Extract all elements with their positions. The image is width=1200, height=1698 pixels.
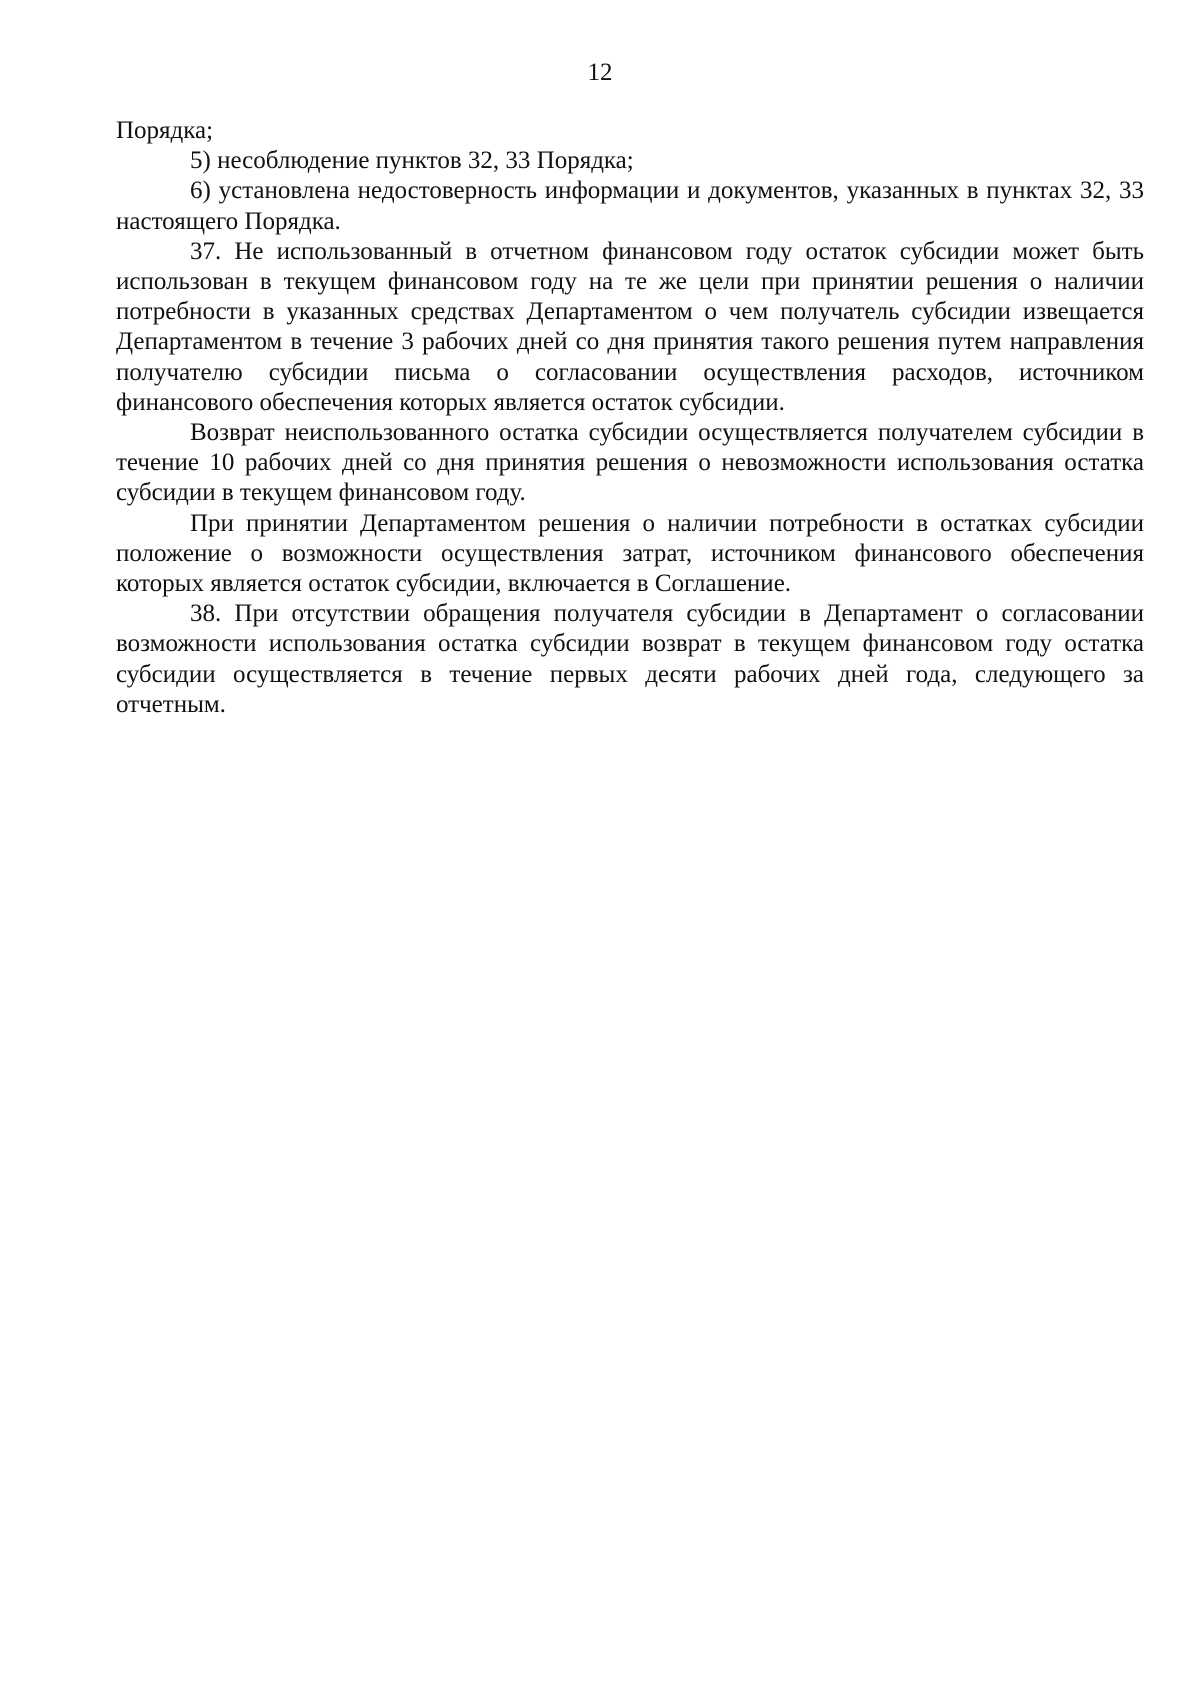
list-item-5: 5) несоблюдение пунктов 32, 33 Порядка; <box>190 147 634 175</box>
paragraph-return-of-remainder: Возврат неиспользованного остатка субсидии осуществляется получателем субсидии в течение 10 рабочих дней со дня принятия решения о невозможности использования остатка субсидии в текущем финансовом году. <box>116 419 1144 507</box>
clause-38: 38. При отсутствии обращения получателя субсидии в Департамент о согласовании возможности использования остатка субсидии возврат в текущем финансовом году остатка субсидии осуществляется в течение первых десяти рабочих дней года, следующего за отчетным. <box>116 600 1144 718</box>
clause-37: 37. Не использованный в отчетном финансовом году остаток субсидии может быть использован в текущем финансовом году на те же цели при принятии решения о наличии потребности в указанных средствах Департаментом о чем получатель субсидии извещается Департаментом в течение 3 рабочих дней со дня принятия такого решения путем направления получателю субсидии письма о согласовании осуществления расходов, источником финансового обеспечения которых является остаток субсидии. <box>116 237 1144 416</box>
paragraph-continuation: Порядка; <box>116 117 214 144</box>
paragraph-agreement-provision: При принятии Департаментом решения о наличии потребности в остатках субсидии положение о возможности осуществления затрат, источником финансового обеспечения которых является остаток субсидии, включается в Соглашение. <box>116 509 1144 598</box>
document-body <box>116 116 1144 720</box>
page-number: 12 <box>587 59 613 86</box>
list-item-6: 6) установлена недостоверность информации и документов, указанных в пунктах 32, 33 настоящего Порядка. <box>116 177 1144 235</box>
